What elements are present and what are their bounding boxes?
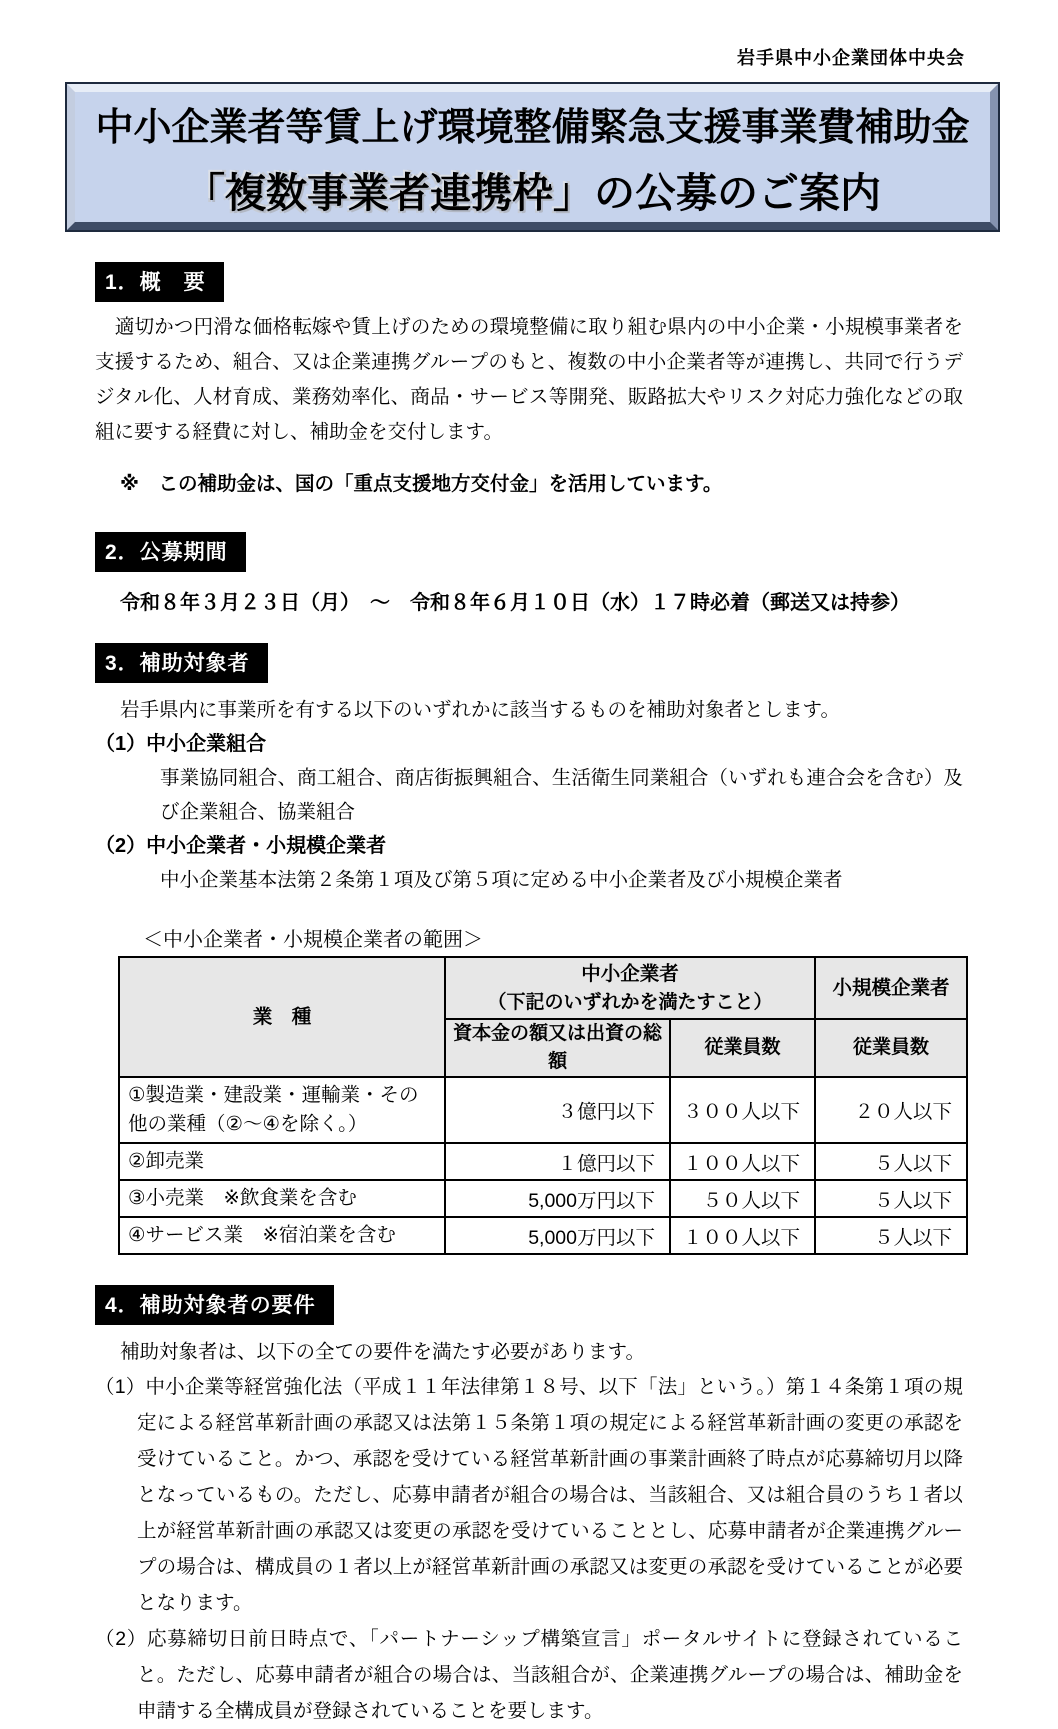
eligibility-item1-desc: 事業協同組合、商工組合、商店街振興組合、生活衛生同業組合（いずれも連合会を含む）及び企業組合、協業組合 xyxy=(160,767,963,823)
col-header-industry: 業 種 xyxy=(119,957,445,1077)
cell-employees: ５０人以下 xyxy=(670,1180,815,1217)
requirement-item2-text: 応募締切日前日時点で、「パートナーシップ構築宣言」ポータルサイトに登録されていること。ただし、応募申請者が組合の場合は、当該組合が、企業連携グループの場合は、補助金を申請する全構成員が登録されていることを要します。 xyxy=(137,1628,963,1722)
cell-capital: ３億円以下 xyxy=(445,1077,670,1143)
cell-small-employees: ２０人以下 xyxy=(815,1077,967,1143)
section1-heading: 1．概 要 xyxy=(95,262,224,302)
section1-paragraph: 適切かつ円滑な価格転嫁や賃上げのための環境整備に取り組む県内の中小企業・小規模事業者を支援するため、組合、又は企業連携グループのもと、複数の中小企業者等が連携し、共同で行うデジタル化、人材育成、業務効率化、商品・サービス等開発、販路拡大やリスク対応力強化などの取組に要する経費に対し、補助金を交付します。 xyxy=(95,316,963,443)
cell-industry: ①製造業・建設業・運輸業・その他の業種（②～④を除く。） xyxy=(119,1077,445,1143)
cell-industry: ③小売業 ※飲食業を含む xyxy=(119,1180,445,1217)
table-row xyxy=(119,1180,967,1217)
range-table-caption: ＜中小企業者・小規模企業者の範囲＞ xyxy=(143,929,483,951)
document-body xyxy=(0,262,1058,1729)
application-period: 令和８年３月２３日（月） ～ 令和８年６月１０日（水）１７時必着（郵送又は持参） xyxy=(120,592,910,614)
title-banner xyxy=(65,82,1000,232)
section4-heading: 4．補助対象者の要件 xyxy=(95,1285,334,1325)
banner-title-line2 xyxy=(184,160,881,219)
table-row xyxy=(119,1077,967,1143)
table-row xyxy=(119,1143,967,1180)
cell-capital: 5,000万円以下 xyxy=(445,1180,670,1217)
cell-employees: １００人以下 xyxy=(670,1217,815,1254)
cell-capital: １億円以下 xyxy=(445,1143,670,1180)
col-header-sme-title: 中小企業者 xyxy=(581,962,679,985)
banner-title-line1: 中小企業者等賃上げ環境整備緊急支援事業費補助金 xyxy=(95,106,970,149)
section1-note: ※ この補助金は、国の「重点支援地方交付金」を活用しています。 xyxy=(120,473,723,495)
table-row xyxy=(119,1217,967,1254)
col-header-sme xyxy=(445,957,815,1019)
requirement-item1-text: 中小企業等経営強化法（平成１１年法律第１８号、以下「法」という。）第１４条第１項の規定による経営革新計画の承認又は法第１５条第１項の規定による経営革新計画の変更の承認を受けていること。かつ、承認を受けている経営革新計画の事業計画終了時点が応募締切月以降となっているもの。ただし、応募申請者が組合の場合は、当該組合、又は組合員のうち１者以上が経営革新計画の承認又は変更の承認を受けていることとし、応募申請者が企業連携グループの場合は、構成員の１者以上が経営革新計画の承認又は変更の承認を受けていることが必要となります。 xyxy=(137,1376,963,1614)
title-banner-bevel xyxy=(67,84,998,230)
cell-industry: ④サービス業 ※宿泊業を含む xyxy=(119,1217,445,1254)
col-header-capital: 資本金の額又は出資の総額 xyxy=(445,1019,670,1077)
section3-heading: 3．補助対象者 xyxy=(95,643,268,683)
cell-employees: ３００人以下 xyxy=(670,1077,815,1143)
eligibility-item2-desc: 中小企業基本法第２条第１項及び第５項に定める中小企業者及び小規模企業者 xyxy=(160,869,843,891)
requirement-item2-label: （2） xyxy=(95,1628,148,1650)
col-header-employees: 従業員数 xyxy=(670,1019,815,1077)
banner-rest-text: の公募のご案内 xyxy=(594,169,881,216)
cell-small-employees: ５人以下 xyxy=(815,1217,967,1254)
col-header-sme-sub: （下記のいずれかを満たすこと） xyxy=(487,991,773,1013)
cell-employees: １００人以下 xyxy=(670,1143,815,1180)
cell-capital: 5,000万円以下 xyxy=(445,1217,670,1254)
cell-industry: ②卸売業 xyxy=(119,1143,445,1180)
company-range-table xyxy=(118,956,968,1255)
requirement-item2 xyxy=(95,1621,963,1729)
cell-small-employees: ５人以下 xyxy=(815,1180,967,1217)
col-header-small: 小規模企業者 xyxy=(815,957,967,1019)
col-header-small-employees: 従業員数 xyxy=(815,1019,967,1077)
section3-intro: 岩手県内に事業所を有する以下のいずれかに該当するものを補助対象者とします。 xyxy=(120,699,840,721)
banner-bracket-text: 「複数事業者連携枠」 xyxy=(184,169,594,216)
cell-small-employees: ５人以下 xyxy=(815,1143,967,1180)
organization-name: 岩手県中小企業団体中央会 xyxy=(737,48,965,68)
section2-heading: 2．公募期間 xyxy=(95,532,246,572)
requirement-item1-label: （1） xyxy=(95,1376,146,1398)
eligibility-item1-label: （1）中小企業組合 xyxy=(95,733,267,755)
requirement-item1 xyxy=(95,1369,963,1621)
section4-intro: 補助対象者は、以下の全ての要件を満たす必要があります。 xyxy=(120,1341,645,1363)
eligibility-item2-label: （2）中小企業者・小規模企業者 xyxy=(95,835,387,857)
